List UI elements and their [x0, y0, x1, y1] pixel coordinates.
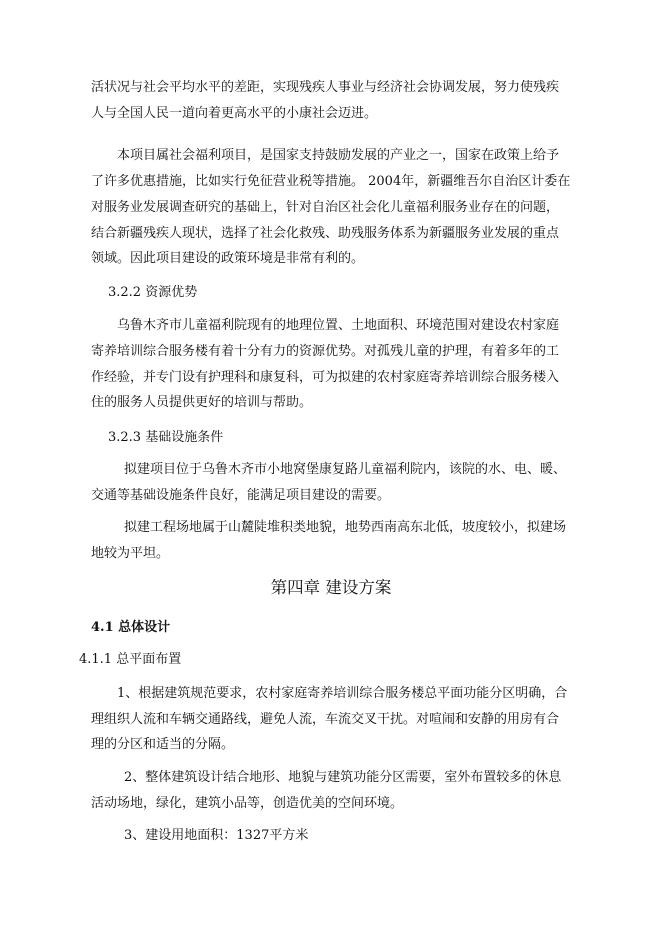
p4-line-1: 拟建项目位于乌鲁木齐市小地窝堡康复路儿童福利院内，该院的水、电、暖、 — [124, 462, 567, 477]
heading-4-1: 4.1 总体设计 — [91, 620, 171, 635]
p7-line-1: 2、整体建筑设计结合地形、地貌与建筑功能分区需要，室外布置较多的休息 — [124, 770, 562, 785]
p8-line-1: 3、建设用地面积：1327平方米 — [124, 828, 309, 843]
p6-line-3: 理的分区和适当的分隔。 — [91, 737, 235, 752]
p3-line-4: 住的服务人员提供更好的培训与帮助。 — [91, 395, 313, 410]
p4-line-2: 交通等基础设施条件良好，能满足项目建设的需要。 — [91, 488, 391, 503]
heading-3-2-3: 3.2.3 基础设施条件 — [108, 430, 224, 445]
p2-line-2: 了许多优惠措施，比如实行免征营业税等措施。 2004年，新疆维吾尔自治区计委在 — [91, 174, 571, 189]
heading-4-1-1: 4.1.1 总平面布置 — [79, 652, 182, 667]
p6-line-2: 理组织人流和车辆交通路线，避免人流，车流交叉干扰。对喧闹和安静的用房有合 — [91, 712, 560, 727]
p2-line-3: 对服务业发展调查研究的基础上，针对自治区社会化儿童福利服务业存在的问题， — [91, 200, 560, 215]
p1-line-1: 活状况与社会平均水平的差距，实现残疾人事业与经济社会协调发展，努力使残疾 — [91, 80, 560, 95]
heading-3-2-2: 3.2.2 资源优势 — [108, 285, 198, 300]
p7-line-2: 活动场地，绿化，建筑小品等，创造优美的空间环境。 — [91, 796, 404, 811]
p3-line-3: 作经验，并专门设有护理科和康复科，可为拟建的农村家庭寄养培训综合服务楼入 — [91, 370, 560, 385]
chapter-title: 第四章 建设方案 — [270, 578, 392, 597]
p6-line-1: 1、根据建筑规范要求，农村家庭寄养培训综合服务楼总平面功能分区明确，合 — [117, 686, 568, 701]
p2-line-4: 结合新疆残疾人现状，选择了社会化救残、助残服务体系为新疆服务业发展的重点 — [91, 226, 560, 241]
p3-line-1: 乌鲁木齐市儿童福利院现有的地理位置、土地面积、环境范围对建设农村家庭 — [117, 318, 560, 333]
p5-line-2: 地较为平坦。 — [91, 546, 170, 561]
p2-line-1: 本项目属社会福利项目，是国家支持鼓励发展的产业之一，国家在政策上给予 — [117, 148, 560, 163]
p1-line-2: 人与全国人民一道向着更高水平的小康社会迈进。 — [91, 106, 378, 121]
p2-line-5: 领域。因此项目建设的政策环境是非常有利的。 — [91, 251, 365, 266]
p5-line-1: 拟建工程场地属于山麓陡堆积类地貌，地势西南高东北低，坡度较小，拟建场 — [124, 520, 567, 535]
p3-line-2: 寄养培训综合服务楼有着十分有力的资源优势。对孤残儿童的护理，有着多年的工 — [91, 344, 560, 359]
